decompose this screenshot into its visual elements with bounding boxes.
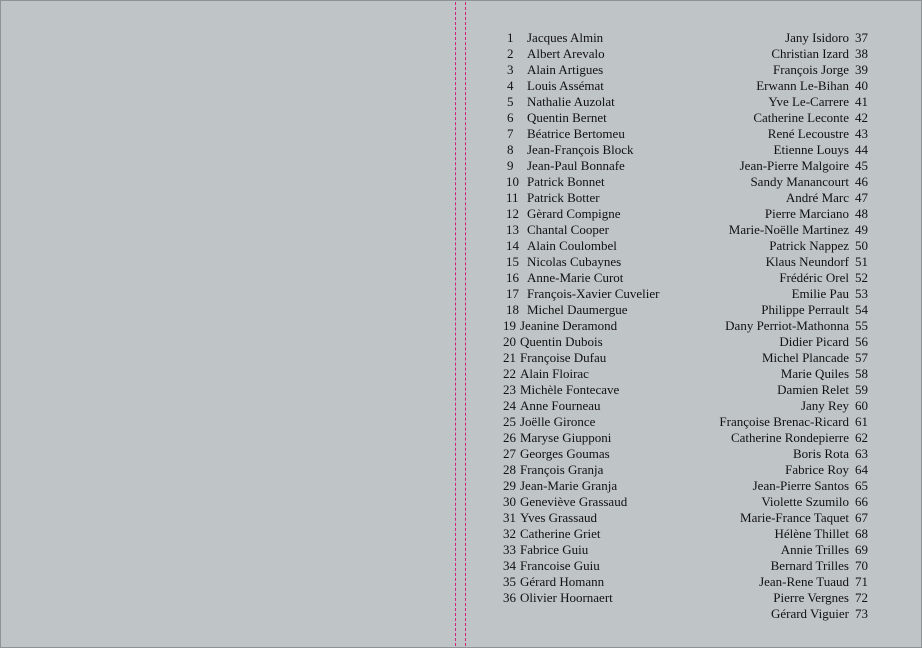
list-item-number: 16 (506, 270, 519, 285)
list-item-number: 9 (507, 158, 514, 173)
list-item-name: Alain Floirac (520, 366, 589, 381)
list-item (503, 318, 659, 334)
list-item-name: Jeanine Deramond (520, 318, 618, 333)
list-item-name: Pierre Vergnes (773, 590, 849, 605)
list-item (700, 590, 868, 606)
list-item-name: Françoise Brenac-Ricard (719, 414, 849, 429)
fold-guide-left (455, 2, 456, 646)
list-item (700, 110, 868, 126)
list-item-number: 51 (855, 254, 868, 269)
list-item-number: 73 (855, 606, 868, 621)
list-item-number: 54 (855, 302, 868, 317)
list-item-name: Béatrice Bertomeu (527, 126, 625, 141)
list-item-name: Etienne Louys (773, 142, 849, 157)
list-item-name: Patrick Bonnet (527, 174, 605, 189)
list-item-number: 21 (503, 350, 516, 365)
list-item (503, 206, 659, 222)
list-item-number: 72 (855, 590, 868, 605)
list-item-number: 71 (855, 574, 868, 589)
list-item-name: Albert Arevalo (527, 46, 605, 61)
list-item-name: Boris Rota (793, 446, 849, 461)
list-item-name: Jacques Almin (527, 30, 604, 45)
list-item-name: Alain Coulombel (527, 238, 617, 253)
list-item-number: 27 (503, 446, 516, 461)
list-item-number: 4 (507, 78, 514, 93)
list-item-name: Nathalie Auzolat (527, 94, 615, 109)
list-item-name: Fabrice Roy (785, 462, 849, 477)
list-item-number: 22 (503, 366, 516, 381)
list-item (503, 350, 659, 366)
list-item (700, 302, 868, 318)
list-item-number: 65 (855, 478, 868, 493)
list-item-name: Michel Daumergue (527, 302, 628, 317)
list-item-name: Jany Isidoro (785, 30, 849, 45)
list-item-name: Jany Rey (800, 398, 849, 413)
list-item-number: 49 (855, 222, 868, 237)
list-item-number: 6 (507, 110, 514, 125)
list-item-number: 15 (506, 254, 519, 269)
list-item (700, 526, 868, 542)
list-item (503, 558, 659, 574)
list-item-name: Pierre Marciano (764, 206, 849, 221)
list-item-name: Sandy Manancourt (750, 174, 849, 189)
list-item (700, 190, 868, 206)
list-item (503, 510, 659, 526)
list-item (700, 46, 868, 62)
list-item (700, 446, 868, 462)
list-item-name: Georges Goumas (520, 446, 610, 461)
list-item-number: 23 (503, 382, 516, 397)
list-item (503, 126, 659, 142)
list-item-name: Damien Relet (777, 382, 849, 397)
list-item-name: Gérard Viguier (770, 606, 849, 621)
list-item-number: 70 (855, 558, 868, 573)
list-item-number: 39 (855, 62, 868, 77)
list-item-number: 24 (503, 398, 516, 413)
list-item (700, 542, 868, 558)
list-item (503, 46, 659, 62)
list-item-number: 5 (507, 94, 514, 109)
list-item (700, 174, 868, 190)
list-item-number: 38 (855, 46, 868, 61)
list-item-number: 47 (855, 190, 868, 205)
list-item-number: 53 (855, 286, 868, 301)
list-item-number: 11 (506, 190, 519, 205)
list-item (503, 542, 659, 558)
list-item (503, 334, 659, 350)
list-item (700, 254, 868, 270)
name-list-left (503, 30, 659, 606)
list-item (700, 366, 868, 382)
list-item-name: Hélène Thillet (774, 526, 849, 541)
list-item (503, 190, 659, 206)
list-item (503, 382, 659, 398)
list-item (700, 126, 868, 142)
list-item-number: 2 (507, 46, 514, 61)
list-item-name: Erwann Le-Bihan (756, 78, 849, 93)
list-item-number: 13 (506, 222, 519, 237)
list-item (503, 78, 659, 94)
list-item-name: Olivier Hoornaert (520, 590, 613, 605)
list-item (700, 286, 868, 302)
list-item-number: 52 (855, 270, 868, 285)
list-item (503, 94, 659, 110)
list-item (700, 270, 868, 286)
list-item-number: 42 (855, 110, 868, 125)
list-item-number: 3 (507, 62, 514, 77)
list-item (700, 62, 868, 78)
list-item-number: 61 (855, 414, 868, 429)
list-item (700, 94, 868, 110)
list-item (700, 206, 868, 222)
list-item-name: Quentin Dubois (520, 334, 603, 349)
list-item-name: Catherine Griet (520, 526, 601, 541)
list-item-number: 30 (503, 494, 516, 509)
list-item (503, 270, 659, 286)
list-item (503, 398, 659, 414)
list-item-name: Anne Fourneau (520, 398, 601, 413)
list-item-number: 29 (503, 478, 516, 493)
list-item (700, 462, 868, 478)
list-item-number: 7 (507, 126, 514, 141)
list-item (503, 30, 659, 46)
list-item (700, 78, 868, 94)
list-item-number: 36 (503, 590, 516, 605)
list-item-number: 43 (855, 126, 868, 141)
list-item-number: 34 (503, 558, 516, 573)
list-item-name: Michel Plancade (762, 350, 849, 365)
fold-guide-right (465, 2, 466, 646)
list-item-number: 12 (506, 206, 519, 221)
list-item (700, 222, 868, 238)
list-item-number: 67 (855, 510, 868, 525)
list-item-name: Françoise Dufau (520, 350, 607, 365)
list-item-name: Annie Trilles (780, 542, 849, 557)
list-item-name: Christian Izard (771, 46, 849, 61)
list-item-number: 68 (855, 526, 868, 541)
list-item-name: René Lecoustre (767, 126, 849, 141)
list-item-number: 8 (507, 142, 514, 157)
list-item-name: Didier Picard (779, 334, 849, 349)
list-item-number: 60 (855, 398, 868, 413)
list-item-name: Jean-François Block (527, 142, 634, 157)
list-item-number: 37 (855, 30, 868, 45)
list-item (503, 478, 659, 494)
list-item-number: 50 (855, 238, 868, 253)
list-item-number: 40 (855, 78, 868, 93)
list-item (503, 254, 659, 270)
list-item-name: François-Xavier Cuvelier (527, 286, 660, 301)
list-item (700, 430, 868, 446)
list-item-number: 63 (855, 446, 868, 461)
list-item-name: Gérard Homann (520, 574, 605, 589)
list-item (700, 382, 868, 398)
list-item-number: 58 (855, 366, 868, 381)
list-item-name: Jean-Pierre Santos (752, 478, 849, 493)
list-item (503, 238, 659, 254)
list-item-name: François Jorge (773, 62, 849, 77)
list-item (700, 238, 868, 254)
list-item (700, 494, 868, 510)
list-item (503, 142, 659, 158)
list-item-number: 33 (503, 542, 516, 557)
list-item-name: Quentin Bernet (527, 110, 607, 125)
list-item-number: 10 (506, 174, 519, 189)
list-item-name: Klaus Neundorf (765, 254, 849, 269)
list-item (503, 590, 659, 606)
list-item-number: 66 (855, 494, 868, 509)
list-item-name: Dany Perriot-Mathonna (725, 318, 849, 333)
list-item (503, 302, 659, 318)
list-item-name: Joëlle Gironce (520, 414, 596, 429)
list-item-name: Nicolas Cubaynes (527, 254, 622, 269)
list-item-number: 19 (503, 318, 516, 333)
list-item-name: Yve Le-Carrere (768, 94, 849, 109)
list-item (700, 318, 868, 334)
list-item (700, 574, 868, 590)
list-item (700, 414, 868, 430)
list-item-name: Yves Grassaud (520, 510, 598, 525)
list-item-name: Patrick Botter (527, 190, 600, 205)
list-item-number: 46 (855, 174, 868, 189)
list-item-number: 59 (855, 382, 868, 397)
list-item (503, 62, 659, 78)
list-item-number: 57 (855, 350, 868, 365)
list-item-number: 31 (503, 510, 516, 525)
list-item-name: Philippe Perrault (761, 302, 849, 317)
list-item (700, 398, 868, 414)
list-item (503, 366, 659, 382)
list-item-number: 25 (503, 414, 516, 429)
list-item (503, 494, 659, 510)
list-item-name: Bernard Trilles (770, 558, 849, 573)
list-item-name: Frédéric Orel (779, 270, 849, 285)
list-item (700, 30, 868, 46)
list-item-number: 69 (855, 542, 868, 557)
list-item (503, 462, 659, 478)
list-item-name: Louis Assémat (527, 78, 604, 93)
list-item (503, 446, 659, 462)
list-item-name: Chantal Cooper (527, 222, 609, 237)
list-item-name: Catherine Leconte (753, 110, 849, 125)
list-item-name: Jean-Paul Bonnafe (527, 158, 625, 173)
list-item-name: Jean-Pierre Malgoire (739, 158, 849, 173)
list-item-number: 55 (855, 318, 868, 333)
list-item-number: 28 (503, 462, 516, 477)
list-item-name: Marie-Noëlle Martinez (728, 222, 849, 237)
list-item (700, 142, 868, 158)
list-item-number: 62 (855, 430, 868, 445)
list-item (700, 558, 868, 574)
list-item-name: Fabrice Guiu (520, 542, 589, 557)
list-item (700, 478, 868, 494)
list-item-name: Michèle Fontecave (520, 382, 620, 397)
list-item-name: Anne-Marie Curot (527, 270, 624, 285)
list-item-number: 26 (503, 430, 516, 445)
list-item (503, 222, 659, 238)
list-item (700, 334, 868, 350)
list-item (503, 414, 659, 430)
list-item-name: Francoise Guiu (520, 558, 600, 573)
list-item (700, 350, 868, 366)
list-item-number: 45 (855, 158, 868, 173)
list-item (503, 158, 659, 174)
list-item-name: François Granja (520, 462, 604, 477)
list-item-number: 32 (503, 526, 516, 541)
list-item (503, 526, 659, 542)
list-item-name: Jean-Marie Granja (520, 478, 618, 493)
list-item (503, 110, 659, 126)
list-item-name: Emilie Pau (791, 286, 849, 301)
list-item-number: 20 (503, 334, 516, 349)
list-item-name: André Marc (785, 190, 849, 205)
list-item-number: 17 (506, 286, 519, 301)
list-item (700, 510, 868, 526)
list-item-number: 18 (506, 302, 519, 317)
list-item (503, 574, 659, 590)
list-item (700, 606, 868, 622)
list-item-name: Alain Artigues (527, 62, 604, 77)
list-item-number: 35 (503, 574, 516, 589)
list-item (700, 158, 868, 174)
list-item-name: Jean-Rene Tuaud (759, 574, 849, 589)
list-item-name: Maryse Giupponi (520, 430, 612, 445)
list-item-name: Violette Szumilo (761, 494, 849, 509)
list-item-name: Gèrard Compigne (527, 206, 621, 221)
list-item-name: Marie-France Taquet (740, 510, 849, 525)
list-item-number: 48 (855, 206, 868, 221)
list-item-number: 41 (855, 94, 868, 109)
list-item-number: 14 (506, 238, 519, 253)
list-item-number: 64 (855, 462, 868, 477)
list-item-name: Catherine Rondepierre (730, 430, 849, 445)
name-list-right (700, 30, 868, 622)
list-item (503, 430, 659, 446)
list-item-number: 56 (855, 334, 868, 349)
list-item (503, 174, 659, 190)
list-item-name: Geneviève Grassaud (520, 494, 628, 509)
list-item (503, 286, 659, 302)
list-item-name: Marie Quiles (780, 366, 849, 381)
list-item-number: 44 (855, 142, 868, 157)
list-item-number: 1 (507, 30, 514, 45)
list-item-name: Patrick Nappez (769, 238, 849, 253)
